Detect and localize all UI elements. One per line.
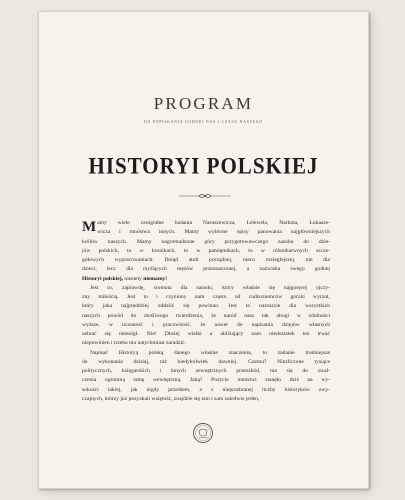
text-line: Napisać Historyą polską danego właśnie znaczenia, to zadanie trudniejsze — [90, 349, 330, 356]
text-line-emphasis — [82, 275, 330, 284]
text-line: który jaka najpręddziej oddalić się powinno. Jest to naroszcie dla wszystkich — [82, 303, 330, 310]
text-line: królów naszych. Mamy nagromadzone góry przygotowawczego zasobu do dzie- — [82, 238, 330, 245]
library-stamp-icon — [192, 422, 214, 444]
text-line: czenia ogromną tamę wewnętrzną. Jaką? Pozycie mnóstwi stanęło dziś na wy- — [82, 377, 330, 384]
text-line: niepowinien i trzeba mu natychmiast zaradzić. — [82, 340, 187, 347]
text-line: sokości takiej, jak nigdy przedtem, a z nieprzebranej liczby historyków zwy- — [82, 386, 330, 393]
text-line: politycznych, księgarskich i innych zewnętrznych przeszkód, ma się do zwal- — [82, 368, 330, 374]
text-line: naszych powód do złośliwego twierdzenia, że naród nasz tak ubogi w zdolności — [82, 312, 330, 319]
text-line: Jest to, zaprawdę, sromota dla narodu, który właśnie się najgoręcej ojczy- — [90, 284, 330, 291]
text-line: wicza i mnóstwa innych. Mamy wyborne opisy panowania najgłówniejszych — [97, 229, 330, 236]
document-heading: PROGRAM — [153, 94, 254, 113]
document-subheading: DO POPISKANIA GODNEJ NAS I CZASU NASZEGO — [144, 120, 263, 124]
plain-text: niestety — [123, 275, 144, 282]
body-text — [82, 219, 330, 404]
text-line: do wykonania dzisiaj, niż kiedykolwiek dawniej. Czemu? Niezliczone tysiące — [82, 358, 330, 365]
text-line: zny miłością. Jest to i czyniony nam często od cudzoziemców gorzki wyrzut, — [82, 294, 330, 300]
text-line: dzieci, lecz dla myślących mężów przeznaczonej, a nazwiska swego godnej — [82, 266, 330, 273]
drop-cap: M — [82, 219, 97, 235]
text-line: wyższe, w uczoność i pracowitość, że nawet do napisania dziejów własnych — [82, 321, 330, 328]
text-line: jów polskich, to w kronikach, to w pamiętnikach, to w różnobarwnych szcze- — [82, 247, 330, 254]
emphasis-text: niemamy! — [143, 275, 168, 282]
ornament-divider — [177, 192, 233, 200]
text-line: zebrać się niemógł. Nie! Dłużej wielki a ubliżający nam niedostatek ten trwać — [82, 331, 330, 337]
document-title: HISTORYI POLSKIEJ — [88, 153, 319, 179]
document-page — [38, 11, 369, 489]
text-line: gółowych wypracowaniach. Dotąd atoli porządnej, nieco rozleglejszej, nie dla — [82, 257, 330, 263]
text-line: amy wiele cześgodne badania Naruszewicza, Lelewela, Narbuta, Łukasze- — [97, 220, 330, 226]
text-line: czajnych, którzy już pozyskali wziętość, znajdzie się tam i sam zaledwie jeden, — [82, 395, 260, 402]
emphasis-text: Historyi polskiej, — [82, 275, 124, 282]
